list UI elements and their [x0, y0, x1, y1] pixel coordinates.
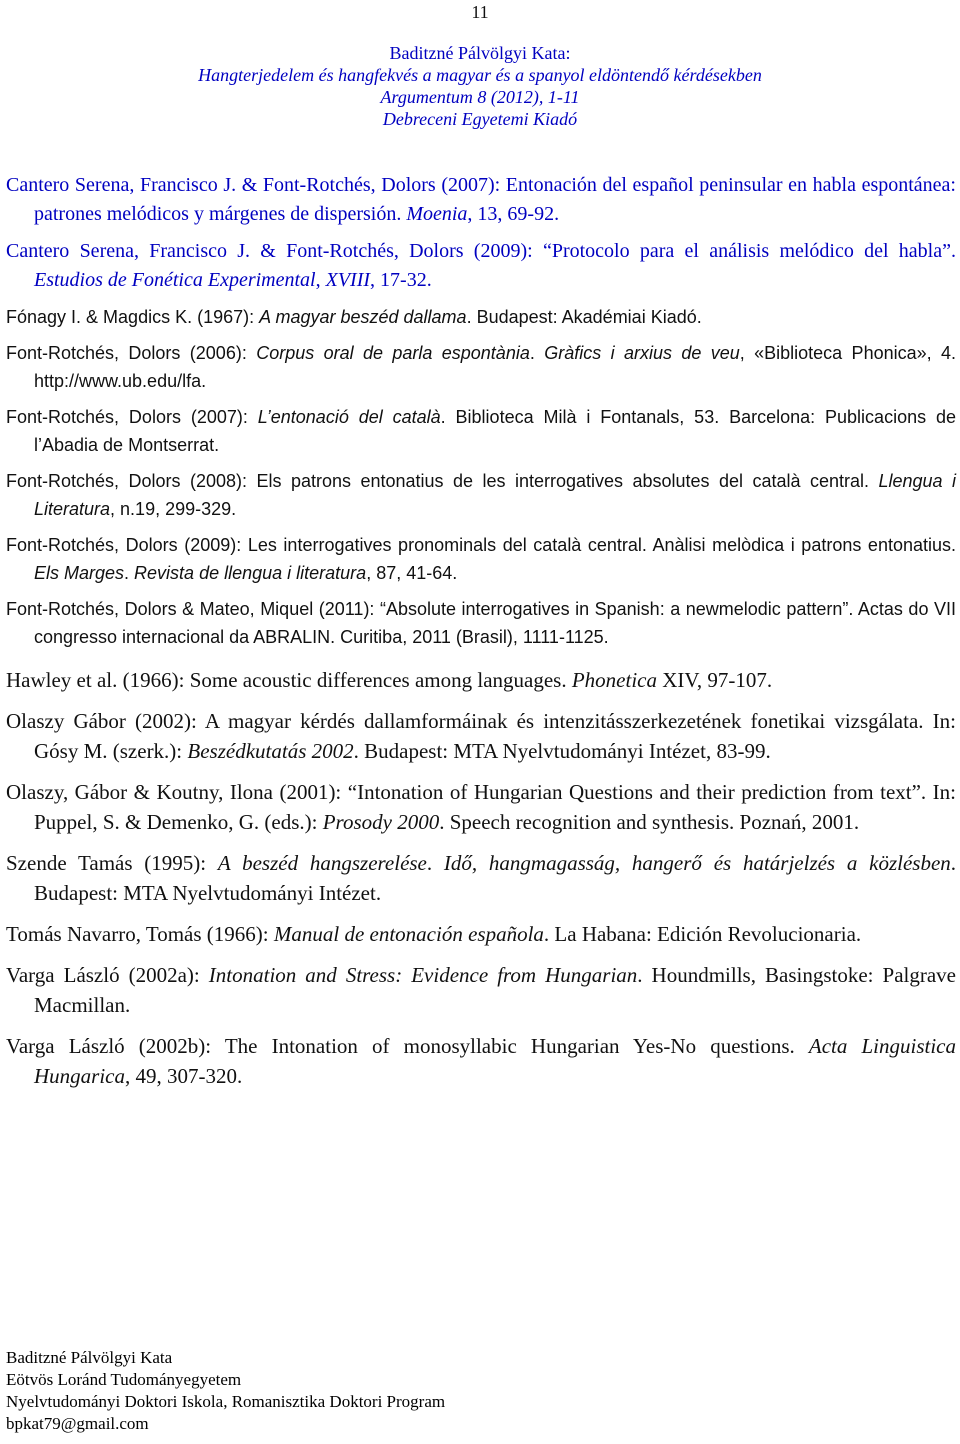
reference-text: , 13, 69-92. [467, 203, 560, 225]
reference-text: , 17-32. [370, 269, 432, 291]
header-publisher: Debreceni Egyetemi Kiadó [382, 109, 578, 129]
reference-text: . Budapest: MTA Nyelvtudományi Intézet. [34, 851, 957, 905]
reference-text: Font-Rotchés, Dolors (2006): [6, 343, 257, 363]
reference-text: Olaszy Gábor (2002): A magyar kérdés dallamformáinak és intenzitásszerkezetének fonetikai vizsgálata. In: Gósy M. (szerk.): [6, 709, 956, 763]
reference-text: . Speech recognition and synthesis. Poznań, 2001. [439, 810, 860, 834]
reference-italic-text: Estudios de Fonética Experimental [34, 269, 316, 291]
reference-text: Szende Tamás (1995): [6, 851, 218, 875]
reference-entry [6, 919, 956, 949]
reference-entry [6, 777, 956, 837]
running-header [0, 42, 960, 130]
reference-entry [6, 1031, 956, 1091]
reference-italic-text: Intonation and Stress: Evidence from Hungarian [208, 963, 638, 987]
header-journal: Argumentum 8 (2012), 1-11 [380, 87, 580, 107]
footer-program: Nyelvtudományi Doktori Iskola, Romanisztika Doktori Program [6, 1392, 446, 1411]
reference-italic-text: Corpus oral de parla espontània [256, 343, 530, 363]
reference-entry [6, 848, 956, 908]
reference-entry [6, 665, 956, 695]
reference-text: . La Habana: Edición Revolucionaria. [543, 922, 862, 946]
reference-entry [6, 403, 956, 459]
reference-entry [6, 171, 956, 229]
reference-text: . [124, 563, 135, 583]
reference-text: Font-Rotchés, Dolors (2009): Les interrogatives pronominals del català central. Anàlisi melòdica i patrons entonatius. [6, 535, 956, 555]
reference-entry [6, 339, 956, 395]
footer-email: bpkat79@gmail.com [6, 1414, 149, 1433]
reference-text: Font-Rotchés, Dolors (2008): Els patrons entonatius de les interrogatives absolutes del català central. [6, 471, 879, 491]
reference-text: . Houndmills, Basingstoke: Palgrave Macmillan. [34, 963, 956, 1017]
reference-entry [6, 706, 956, 766]
reference-text: . Budapest: Akadémiai Kiadó. [466, 307, 702, 327]
reference-italic-text: XVIII [325, 269, 371, 291]
reference-entry [6, 303, 956, 331]
reference-text: , 87, 41-64. [366, 563, 458, 583]
reference-text: Cantero Serena, Francisco J. & Font-Rotchés, Dolors (2007): Entonación del español peninsular en habla espontánea: patrones melódicos y márgenes de dispersión. [6, 174, 956, 225]
reference-italic-text: Idő, hangmagasság, hangerő és határjelzés a közlésben [443, 851, 951, 875]
reference-text: Font-Rotchés, Dolors (2007): [6, 407, 258, 427]
reference-italic-text: L’entonació del català [257, 407, 441, 427]
reference-list [6, 171, 956, 1102]
reference-italic-text: Gràfics i arxius de veu [544, 343, 740, 363]
reference-text: Cantero Serena, Francisco J. & Font-Rotchés, Dolors (2009): “Protocolo para el análisis melódico del habla”. [6, 240, 956, 262]
reference-italic-text: Els Marges [34, 563, 125, 583]
author-affiliation [6, 1347, 906, 1435]
reference-entry [6, 960, 956, 1020]
header-author: Baditzné Pálvölgyi Kata: [389, 43, 571, 63]
reference-italic-text: Acta Linguistica Hungarica [34, 1034, 956, 1088]
reference-italic-text: Beszédkutatás 2002 [187, 739, 354, 763]
reference-text: Font-Rotchés, Dolors & Mateo, Miquel (2011): “Absolute interrogatives in Spanish: a newmelodic pattern”. Actas do VII congresso internacional da ABRALIN. Curitiba, 2011 (Brasil), 1111-1125. [6, 599, 956, 647]
reference-text: Tomás Navarro, Tomás (1966): [6, 922, 274, 946]
reference-text: , «Biblioteca Phonica», 4. http://www.ub.edu/lfa. [34, 343, 956, 391]
reference-italic-text: Moenia [406, 203, 468, 225]
reference-italic-text: Revista de llengua i literatura [134, 563, 367, 583]
reference-text: . Budapest: MTA Nyelvtudományi Intézet, 83-99. [353, 739, 771, 763]
reference-italic-text: A beszéd hangszerelése [217, 851, 427, 875]
reference-text: Olaszy, Gábor & Koutny, Ilona (2001): “Intonation of Hungarian Questions and their prediction from text”. In: Puppel, S. & Demenko, G. (eds.): [6, 780, 956, 834]
reference-text: Hawley et al. (1966): Some acoustic differences among languages. [6, 668, 572, 692]
reference-entry [6, 467, 956, 523]
reference-entry [6, 237, 956, 295]
reference-text: , 49, 307-320. [125, 1064, 243, 1088]
reference-italic-text: Phonetica [571, 668, 657, 692]
reference-italic-text: Llengua i Literatura [34, 471, 956, 519]
reference-text: . Biblioteca Milà i Fontanals, 53. Barcelona: Publicacions de l’Abadia de Montserrat. [34, 407, 956, 455]
reference-italic-text: Prosody 2000 [322, 810, 440, 834]
reference-text: Varga László (2002a): [6, 963, 209, 987]
page-number: 11 [471, 2, 489, 22]
footer-university: Eötvös Loránd Tudományegyetem [6, 1370, 242, 1389]
header-title: Hangterjedelem és hangfekvés a magyar és a spanyol eldöntendő kérdésekben [198, 65, 762, 85]
reference-entry [6, 595, 956, 651]
reference-italic-text: Manual de entonación española [273, 922, 544, 946]
reference-italic-text: A magyar beszéd dallama [259, 307, 467, 327]
reference-text: , [315, 269, 326, 291]
reference-text: . [426, 851, 444, 875]
reference-text: . [529, 343, 545, 363]
reference-text: Fónagy I. & Magdics K. (1967): [6, 307, 260, 327]
reference-text: XIV, 97-107. [656, 668, 773, 692]
reference-text: Varga László (2002b): The Intonation of monosyllabic Hungarian Yes-No questions. [6, 1034, 809, 1058]
footer-author-name: Baditzné Pálvölgyi Kata [6, 1348, 173, 1367]
reference-text: , n.19, 299-329. [110, 499, 237, 519]
reference-entry [6, 531, 956, 587]
